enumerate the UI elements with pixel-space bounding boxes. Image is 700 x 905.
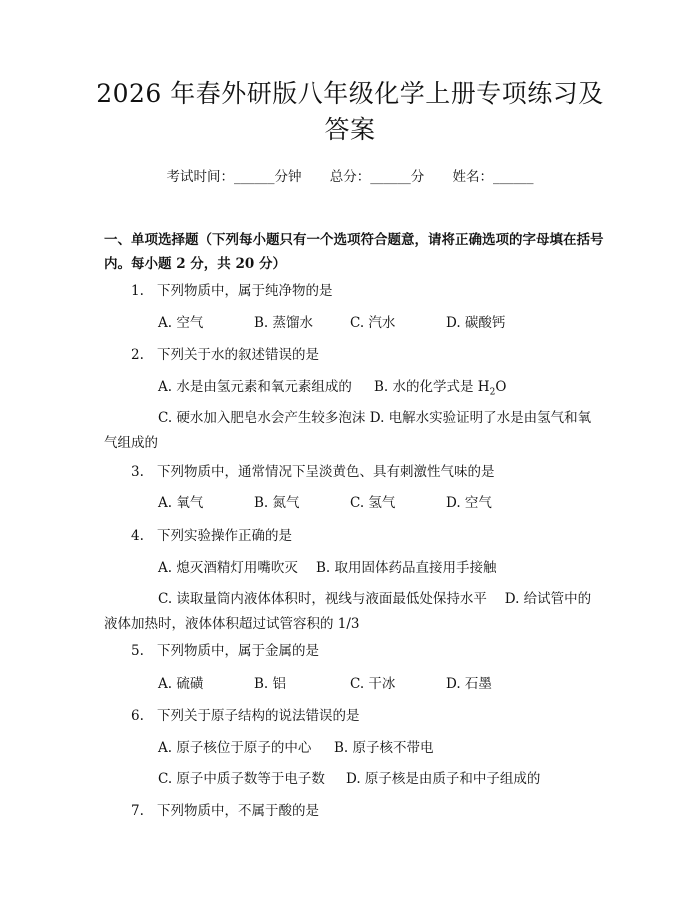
option-c: C. 氢气 bbox=[350, 495, 396, 511]
option-a: A. 硫磺 bbox=[158, 676, 204, 692]
question-4 bbox=[131, 526, 292, 546]
section-heading: 一、单项选择题（下列每小题只有一个选项符合题意，请将正确选项的字母填在括号内。每小题 2 分，共 20 分） bbox=[104, 232, 604, 272]
exam-info-line bbox=[0, 168, 700, 186]
question-number: 4. bbox=[131, 528, 144, 544]
question-text: 下列关于水的叙述错误的是 bbox=[157, 347, 319, 363]
question-number: 5. bbox=[131, 643, 144, 659]
question-text: 下列物质中，不属于酸的是 bbox=[157, 803, 319, 819]
title-line-1: 2026 年春外研版八年级化学上册专项练习及 bbox=[96, 79, 604, 108]
option-a: A. 原子核位于原子的中心 bbox=[158, 740, 312, 756]
option-a: A. 熄灭酒精灯用嘴吹灭 bbox=[158, 560, 298, 576]
question-1-options bbox=[158, 313, 542, 333]
question-6-options-row1 bbox=[158, 738, 434, 758]
question-number: 2. bbox=[131, 347, 144, 363]
question-text: 下列关于原子结构的说法错误的是 bbox=[157, 708, 360, 724]
option-b: B. 取用固体药品直接用手接触 bbox=[316, 560, 497, 576]
question-2-options-row1 bbox=[158, 377, 506, 403]
question-text: 下列物质中，通常情况下呈淡黄色、具有刺激性气味的是 bbox=[157, 464, 495, 480]
option-d: D. 碳酸钙 bbox=[446, 315, 506, 331]
question-4-options-row2: C. 读取量筒内液体体积时，视线与液面最低处保持水平 D. 给试管中的液体加热时，液体体积超过试管容积的 1/3 bbox=[104, 591, 592, 632]
question-3 bbox=[131, 462, 495, 482]
document-title bbox=[70, 76, 630, 148]
option-a: A. 空气 bbox=[158, 315, 204, 331]
question-7 bbox=[131, 801, 319, 821]
option-d: D. 原子核是由质子和中子组成的 bbox=[346, 771, 541, 787]
option-a: A. 水是由氢元素和氧元素组成的 bbox=[158, 379, 352, 395]
option-b: B. 水的化学式是 $H_2O$ bbox=[374, 379, 507, 398]
option-b: B. 铝 bbox=[254, 676, 287, 692]
name-field: 姓名：______ bbox=[452, 169, 534, 185]
option-a: A. 氧气 bbox=[158, 495, 204, 511]
title-line-2: 答案 bbox=[324, 115, 376, 144]
question-2-options-row2: C. 硬水加入肥皂水会产生较多泡沫 D. 电解水实验证明了水是由氢气和氧气组成的 bbox=[104, 410, 592, 451]
option-d: D. 空气 bbox=[446, 495, 492, 511]
question-text: 下列物质中，属于纯净物的是 bbox=[157, 283, 333, 299]
question-text: 下列实验操作正确的是 bbox=[157, 528, 292, 544]
option-b: B. 蒸馏水 bbox=[254, 315, 314, 331]
option-c: C. 原子中质子数等于电子数 bbox=[158, 771, 325, 787]
question-number: 6. bbox=[131, 708, 144, 724]
question-5 bbox=[131, 641, 319, 661]
question-number: 1. bbox=[131, 283, 144, 299]
option-c: C. 汽水 bbox=[350, 315, 396, 331]
option-b: B. 氮气 bbox=[254, 495, 300, 511]
question-5-options bbox=[158, 674, 542, 694]
option-c: C. 干冰 bbox=[350, 676, 396, 692]
question-2 bbox=[131, 345, 319, 365]
question-1 bbox=[131, 281, 333, 301]
question-6-options-row2 bbox=[158, 769, 540, 789]
exam-time-field: 考试时间：______分钟 bbox=[166, 169, 302, 185]
total-score-field: 总分：______分 bbox=[329, 169, 425, 185]
question-number: 7. bbox=[131, 803, 144, 819]
question-6 bbox=[131, 706, 360, 726]
question-4-options-row1 bbox=[158, 558, 497, 578]
question-text: 下列物质中，属于金属的是 bbox=[157, 643, 319, 659]
option-b: B. 原子核不带电 bbox=[334, 740, 434, 756]
question-number: 3. bbox=[131, 464, 144, 480]
question-3-options bbox=[158, 493, 542, 513]
option-d: D. 石墨 bbox=[446, 676, 492, 692]
